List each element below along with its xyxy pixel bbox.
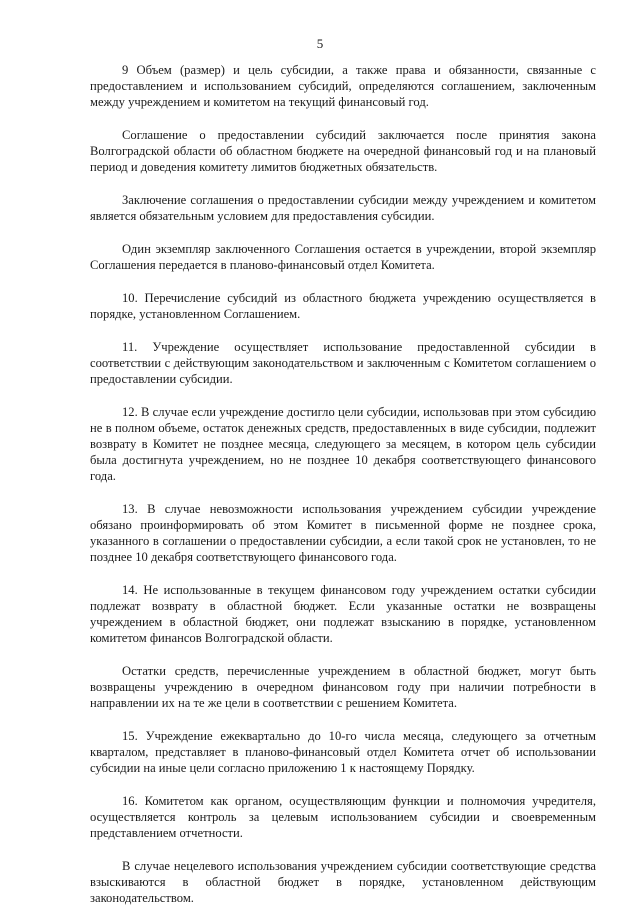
paragraph-agreement-copies: Один экземпляр заключенного Соглашения остается в учреждении, второй экземпляр Соглашения передается в планово-финансовый отдел Комитета.	[90, 242, 596, 272]
page-number: 5	[316, 36, 324, 51]
paragraph-10-transfer: 10. Перечисление субсидий из областного бюджета учреждению осуществляется в порядке, установленном Соглашением.	[90, 291, 596, 321]
paragraph-14-unused-return: 14. Не использованные в текущем финансовом году учреждением остатки субсидии подлежат возврату в областной бюджет. Если указанные остатки не возвращены учреждением в областной бюджет, они подлежат взысканию в порядке, установленном комитетом финансов Волгоградской области.	[90, 583, 596, 645]
paragraph-15-quarterly-report: 15. Учреждение ежеквартально до 10-го числа месяца, следующего за отчетным кварталом, представляет в планово-финансовый отдел Комитета отчет об использовании субсидии на иные цели согласно приложению 1 к настоящему Порядку.	[90, 729, 596, 775]
paragraph-agreement-conclusion: Соглашение о предоставлении субсидий заключается после принятия закона Волгоградской области об областном бюджете на очередной финансовый год и на плановый период и доведения комитету лимитов бюджетных обязательств.	[90, 128, 596, 174]
document-body	[90, 62, 596, 923]
paragraph-misuse-recovery: В случае нецелевого использования учреждением субсидии соответствующие средства взыскиваются в областной бюджет в порядке, установленном действующим законодательством.	[90, 859, 596, 905]
paragraph-11-usage: 11. Учреждение осуществляет использование предоставленной субсидии в соответствии с действующим законодательством и заключенным с Комитетом соглашением о предоставлении субсидии.	[90, 340, 596, 386]
paragraph-agreement-mandatory: Заключение соглашения о предоставлении субсидии между учреждением и комитетом является обязательным условием для предоставления субсидии.	[90, 193, 596, 223]
paragraph-12-return-remainder: 12. В случае если учреждение достигло цели субсидии, использовав при этом субсидию не в полном объеме, остаток денежных средств, предоставленных в виде субсидии, подлежит возврату в Комитет не позднее месяца, следующего за месяцем, в котором цель субсидии была достигнута учреждением, но не позднее 10 декабря соответствующего финансового года.	[90, 405, 596, 483]
paragraph-9-subsidy-purpose: 9 Объем (размер) и цель субсидии, а также права и обязанности, связанные с предоставлением и использованием субсидий, определяются соглашением, заключенным между учреждением и комитетом на текущий финансовый год.	[90, 63, 596, 109]
paragraph-remainders-reuse: Остатки средств, перечисленные учреждением в областной бюджет, могут быть возвращены учреждению в очередном финансовом году при наличии потребности в направлении их на те же цели в соответствии с решением Комитета.	[90, 664, 596, 710]
paragraph-16-control: 16. Комитетом как органом, осуществляющим функции и полномочия учредителя, осуществляется контроль за целевым использованием субсидии и своевременным представлением отчетности.	[90, 794, 596, 840]
paragraph-13-inform-committee: 13. В случае невозможности использования учреждением субсидии учреждение обязано проинформировать об этом Комитет в письменной форме не позднее срока, указанного в соглашении о предоставлении субсидии, а если такой срок не установлен, то не позднее 10 декабря соответствующего финансового года.	[90, 502, 596, 564]
